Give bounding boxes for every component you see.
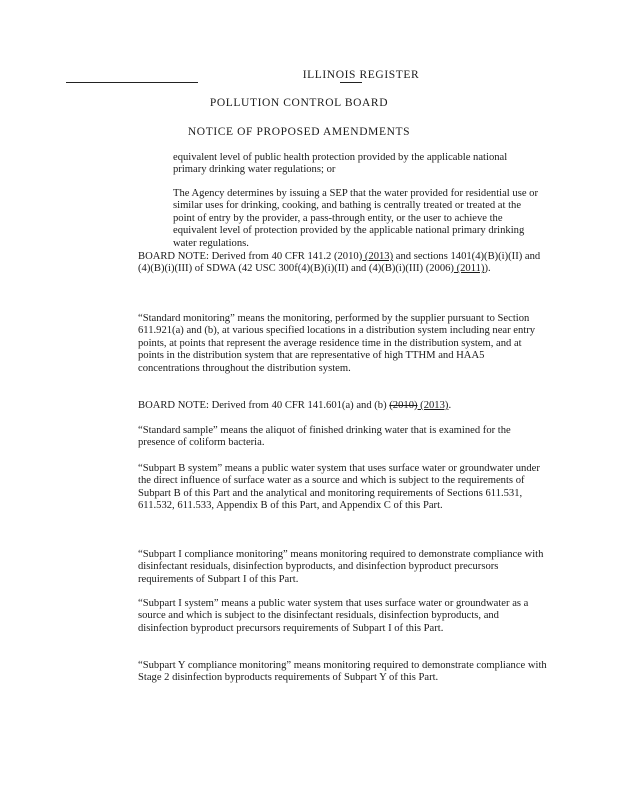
inserted-year: (2013) (417, 400, 449, 411)
board-note-text: ). (484, 263, 491, 275)
board-note-text: . (448, 400, 452, 411)
header-register: ILLINOIS REGISTER (302, 69, 420, 81)
inserted-year: (2013) (362, 251, 394, 262)
paragraph-equivalent-level: equivalent level of public health protection provided by the applicable national primary drinking water regulations; or (173, 152, 508, 176)
definition-standard-sample: “Standard sample” means the aliquot of finished drinking water that is examined for the presence of coliform bacteria. (138, 425, 511, 449)
board-note-text: BOARD NOTE: Derived from 40 CFR 141.2 (2010) (138, 251, 363, 262)
board-note-text: BOARD NOTE: Derived from 40 CFR 141.601(a) and (b) (138, 400, 390, 411)
definition-subpart-i-compliance: “Subpart I compliance monitoring” means monitoring required to demonstrate compliance with disinfectant residuals, disinfection byproducts, and disinfection byproduct precursors requirements of Subpart I of this Part. (138, 549, 544, 585)
header-notice: NOTICE OF PROPOSED AMENDMENTS (187, 126, 411, 138)
board-note-definitions (138, 251, 548, 276)
deleted-year: (2010) (389, 400, 418, 411)
definition-standard-monitoring: “Standard monitoring” means the monitoring, performed by the supplier pursuant to Section 611.921(a) and (b), at various specified locations in a distribution system including near entry points, at points that represent the average residence time in the distribution system, and at points in the distribution system that are representative of high TTHM and HAA5 concentrations throughout the distribution system. (138, 313, 536, 374)
paragraph-agency-determines: The Agency determines by issuing a SEP that the water provided for residential use or similar uses for drinking, cooking, and bathing is centrally treated or treated at the point of entry by the provider, a pass-through entity, or the user to achieve the equivalent level of protection provided by the applicable national primary drinking water regulations. (173, 188, 538, 249)
definition-subpart-y-compliance: “Subpart Y compliance monitoring” means monitoring required to demonstrate compliance with Stage 2 disinfection byproducts requirements of Subpart Y of this Part. (138, 660, 547, 684)
header-board: POLLUTION CONTROL BOARD (209, 97, 389, 109)
board-note-standard-monitoring (138, 400, 548, 412)
header-rule-right (340, 82, 362, 83)
header-rule-left (66, 82, 198, 83)
board-note-text: and sections 1401(4)(B)(i)(II) and (4)(B)(i)(III) of SDWA (42 USC 300f(4)(B)(i)(II) and (4)(B)(i)(III) (2006) (138, 251, 541, 275)
inserted-year: (2011) (453, 263, 485, 275)
definition-subpart-b-system: “Subpart B system” means a public water system that uses surface water or groundwater under the direct influence of surface water as a source and which is subject to the requirements of Subpart B of this Part and the analytical and monitoring requirements of Sections 611.531, 611.532, 611.533, Appendix B of this Part, and Appendix C of this Part. (138, 463, 540, 512)
definition-subpart-i-system: “Subpart I system” means a public water system that uses surface water or groundwater as a source and which is subject to the disinfectant residuals, disinfection byproducts, and disinfection byproduct precursors requirements of Subpart I of this Part. (138, 598, 529, 634)
